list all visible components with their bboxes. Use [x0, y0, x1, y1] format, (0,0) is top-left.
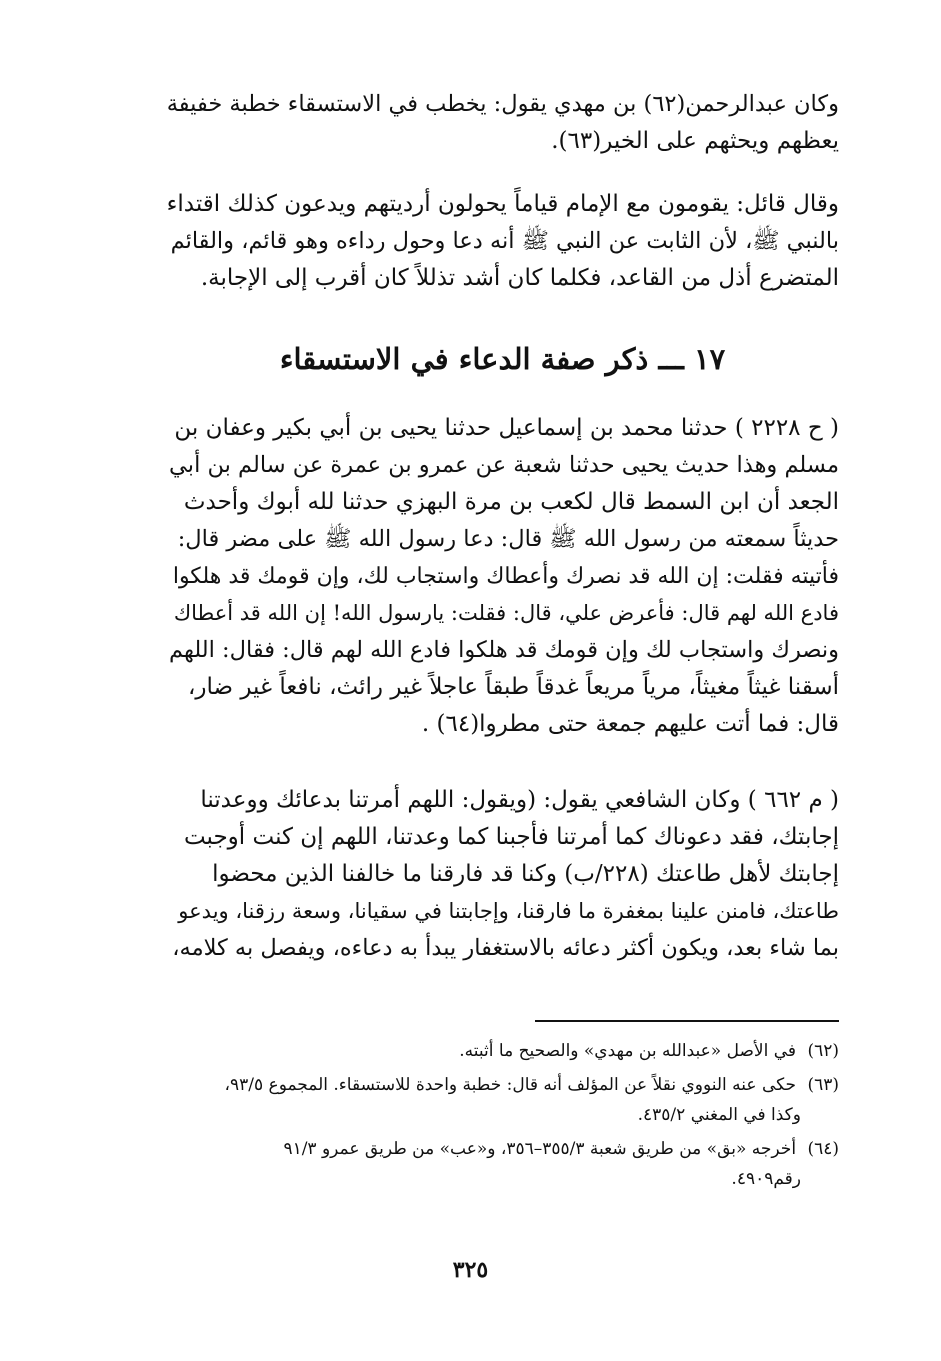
text-line: فادع الله لهم قال: فأعرض علي، قال: فقلت: يارسول الله! إن الله قد أعطاك: [173, 601, 839, 625]
text-line: بما شاء بعد، ويكون أكثر دعائه بالاستغفار يبدأ به دعاءه، ويفصل به كلامه،: [172, 935, 839, 961]
footnote-separator: [535, 1020, 839, 1022]
text-line: ( م ٦٦٢ ) وكان الشافعي يقول: (ويقول: اللهم أمرتنا بدعائك ووعدتنا: [200, 787, 839, 813]
paragraph-1: [166, 86, 839, 160]
text-line: بالنبي ﷺ، لأن الثابت عن النبي ﷺ أنه دعا وحول رداءه وهو قائم، والقائم: [170, 228, 839, 254]
footnote-64: [166, 1134, 839, 1194]
text-line: وكان عبدالرحمن(٦٢) بن مهدي يقول: يخطب في الاستسقاء خطبة خفيفة: [166, 91, 839, 117]
footnote-62: [166, 1036, 839, 1066]
paragraph-3: [166, 410, 839, 743]
text-line: ونصرك واستجاب لك وإن قومك قد هلكوا فادع الله لهم قال: فقال: اللهم: [168, 637, 839, 663]
footnote-text: في الأصل «عبدالله بن مهدي» والصحيح ما أثبته.: [459, 1041, 797, 1061]
text-line: المتضرع أذل من القاعد، فكلما كان أشد تذللاً كان أقرب إلى الإجابة.: [200, 265, 839, 291]
footnote-number: (٦٣): [807, 1075, 839, 1095]
text-line: إجابتك لأهل طاعتك (٢٢٨/ب) وكنا قد فارقنا ما خالفنا الذين محضوا: [212, 861, 839, 887]
text-line: حديثاً سمعته من رسول الله ﷺ قال: دعا رسول الله ﷺ على مضر قال:: [177, 526, 839, 552]
text-line: ( ح ٢٢٢٨ ) حدثنا محمد بن إسماعيل حدثنا يحيى بن أبي بكير وعفان بن: [174, 415, 839, 441]
footnote-63: [166, 1070, 839, 1130]
page-number: ٣٢٥: [452, 1257, 489, 1283]
footnote-number: (٦٢): [807, 1041, 839, 1061]
footnote-text: حكى عنه النووي نقلاً عن المؤلف أنه قال: خطبة واحدة للاستسقاء. المجموع ٩٣/٥،: [224, 1075, 797, 1095]
footnote-text: رقم٤٩٠٩.: [731, 1169, 801, 1189]
text-line: طاعتك، فامنن علينا بمغفرة ما فارقنا، وإجابتنا في سقيانا، وسعة رزقنا، ويدعو: [178, 899, 839, 923]
paragraph-2: [166, 186, 839, 297]
footnote-text: وكذا في المغني ٤٣٥/٢.: [637, 1105, 801, 1125]
section-heading: ١٧ ـــ ذكر صفة الدعاء في الاستسقاء: [279, 342, 726, 376]
text-line: مسلم وهذا حديث يحيى حدثنا شعبة عن عمرو بن عمرة عن سالم بن أبي: [169, 452, 839, 478]
text-line: الجعد أن ابن السمط قال لكعب بن مرة البهزي حدثنا لله أبوك وأحدث: [183, 489, 839, 515]
text-line: أسقنا غيثاً مغيثاً، مرياً مريعاً غدقاً طبقاً عاجلاً غير رائث، نافعاً غير ضار،: [187, 674, 839, 700]
paragraph-4: [166, 782, 839, 967]
text-line: إجابتك، فقد دعوناك كما أمرتنا فأجبنا كما وعدتنا، اللهم إن كنت أوجبت: [183, 824, 839, 850]
text-line: قال: فما أتت عليهم جمعة حتى مطروا(٦٤) .: [421, 711, 839, 737]
footnotes: [166, 1036, 839, 1198]
footnote-number: (٦٤): [807, 1139, 839, 1159]
text-line: فأتيته فقلت: إن الله قد نصرك وأعطاك واستجاب لك، وإن قومك قد هلكوا: [172, 564, 839, 589]
footnote-text: أخرجه «بق» من طريق شعبة ٣٥٥/٣–٣٥٦، و«عب» من طريق عمرو ٩١/٣: [283, 1139, 797, 1159]
text-line: يعظهم ويحثهم على الخير(٦٣).: [551, 128, 839, 154]
text-line: وقال قائل: يقومون مع الإمام قياماً يحولون أرديتهم ويدعون كذلك اقتداء: [166, 191, 839, 217]
